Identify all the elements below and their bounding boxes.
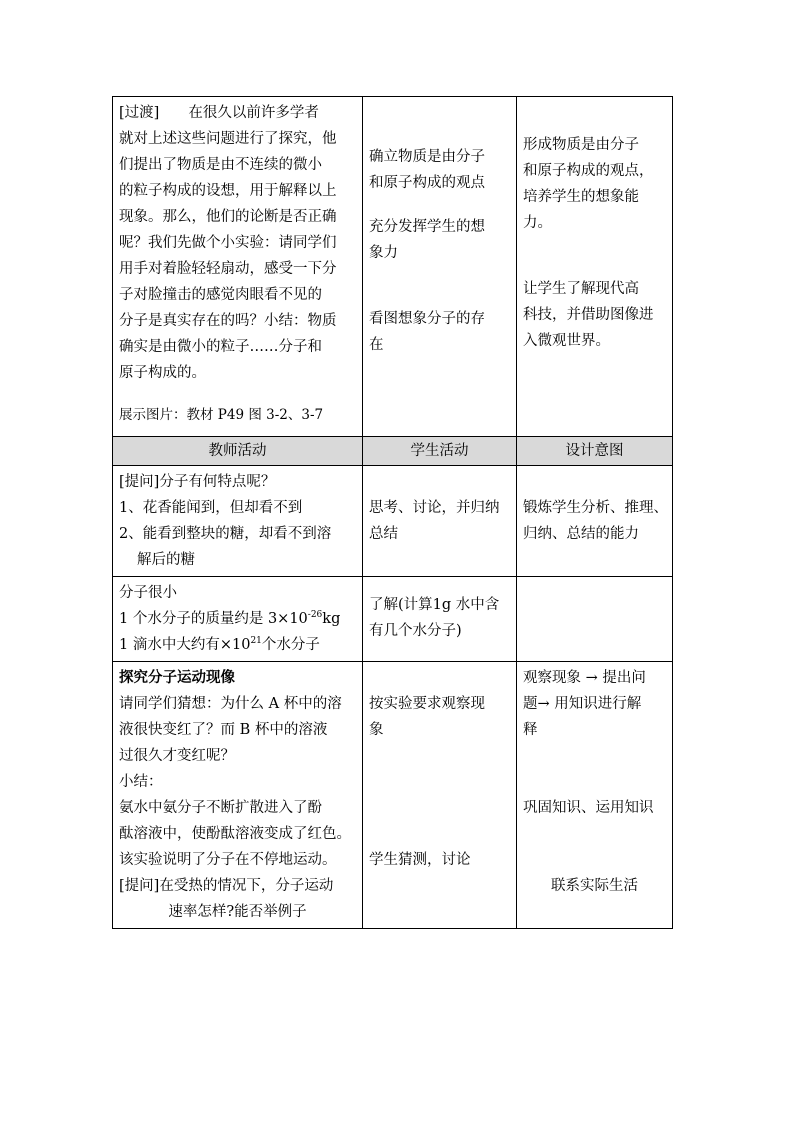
text-line: 在 [369,337,384,353]
teacher-cell-features [113,466,363,577]
text-line: 有几个水分子) [369,623,462,639]
text-line: 充分发挥学生的想 [369,219,485,235]
text-line: 归纳、总结的能力 [523,526,639,542]
text-line: 现象。那么，他们的论断是否正确 [119,209,337,225]
text-line: 思考、讨论，并归纳 [369,500,500,516]
text-line: 科技，并借助图像进 [523,307,654,323]
text-line: 氨水中氨分子不断扩散进入了酚 [119,800,322,816]
water-molecule-mass: 1 个水分子的质量约是 $3\times 10^{-26}kg$ [119,610,341,627]
header-teacher-activity: 教师活动 [113,437,363,466]
text-line: 入微观世界。 [523,333,610,349]
text-line: 分子是真实存在的吗？小结：物质 [119,313,337,329]
text-line: 观察现象 → 提出问 [523,670,646,686]
teacher-cell-transition [113,97,363,437]
student-cell-size [363,577,517,662]
text-line: 题→ 用知识进行解 [523,696,642,712]
water-drop-count: 1 滴水中大约有$\times 10^{21}$个水分子 [119,636,320,653]
text-line: 象 [369,722,384,738]
row-molecule-motion [113,662,673,929]
lesson-plan-table [112,96,673,929]
header-student-activity: 学生活动 [363,437,517,466]
text-line: 的粒子构成的设想，用于解释以上 [119,183,337,199]
row-molecule-size [113,577,673,662]
text-line: 和原子构成的观点 [369,175,485,191]
text-line: 子对脸撞击的感觉肉眼看不见的 [119,287,322,303]
text-line: 们提出了物质是由不连续的微小 [119,157,322,173]
text-line: 分子很小 [119,585,177,601]
row-molecule-features [113,466,673,577]
teacher-cell-motion [113,662,363,929]
text-line: 酞溶液中，使酚酞溶液变成了红色。 [119,826,351,842]
text-line: 液很快变红了？而 B 杯中的溶液 [119,722,328,738]
text-line: 培养学生的想象能 [523,189,639,205]
text-line: 力。 [523,215,552,231]
student-cell-motion [363,662,517,929]
text-line: 确实是由微小的粒子……分子和 [119,339,322,355]
design-cell-size [517,577,673,662]
question-text: [提问]分子有何特点呢？ [119,474,276,490]
student-cell-features [363,466,517,577]
design-cell-motion [517,662,673,929]
text-line: 联系实际生活 [551,878,638,894]
text-line: 和原子构成的观点， [523,163,654,179]
text-line: 呢？我们先做个小实验：请同学们 [119,235,337,251]
text-line: 原子构成的。 [119,365,206,381]
header-design-intent: 设计意图 [517,437,673,466]
list-item: 1、花香能闻到，但却看不到 [119,500,303,516]
text-line: 过很久才变红呢？ [119,748,235,764]
text-line: 请同学们猜想：为什么 A 杯中的溶 [119,696,342,712]
text-line: 形成物质是由分子 [523,137,639,153]
student-cell-transition [363,97,517,437]
text-line: 让学生了解现代高 [523,281,639,297]
text-line: 象力 [369,245,398,261]
text-line: [过渡] 在很久以前许多学者 [119,105,319,121]
text-line: 学生猜测，讨论 [369,852,471,868]
text-line: 锻炼学生分析、推理、 [523,500,668,516]
text-line: [提问]在受热的情况下，分子运动 [119,878,334,894]
text-line: 确立物质是由分子 [369,149,485,165]
design-cell-features [517,466,673,577]
text-line: 小结： [119,774,163,790]
teacher-cell-size [113,577,363,662]
text-line: 速率怎样?能否举例子 [168,904,307,920]
figure-reference: 展示图片：教材 P49 图 3-2、3-7 [119,407,324,423]
text-line: 看图想象分子的存 [369,311,485,327]
text-line: 释 [523,722,538,738]
text-line: 巩固知识、运用知识 [523,800,654,816]
text-line: 就对上述这些问题进行了探究，他 [119,131,337,147]
list-item-continued: 解后的糖 [137,552,195,568]
section-title: 探究分子运动现像 [119,669,235,686]
text-line: 该实验说明了分子在不停地运动。 [119,852,337,868]
row-transition [113,97,673,437]
text-line: 总结 [369,526,398,542]
text-line: 了解(计算1g 水中含 [369,597,500,613]
text-line: 按实验要求观察现 [369,696,485,712]
design-cell-transition [517,97,673,437]
text-line: 用手对着脸轻轻扇动，感受一下分 [119,261,337,277]
table-header-row [113,437,673,466]
list-item: 2、能看到整块的糖，却看不到溶 [119,526,332,542]
